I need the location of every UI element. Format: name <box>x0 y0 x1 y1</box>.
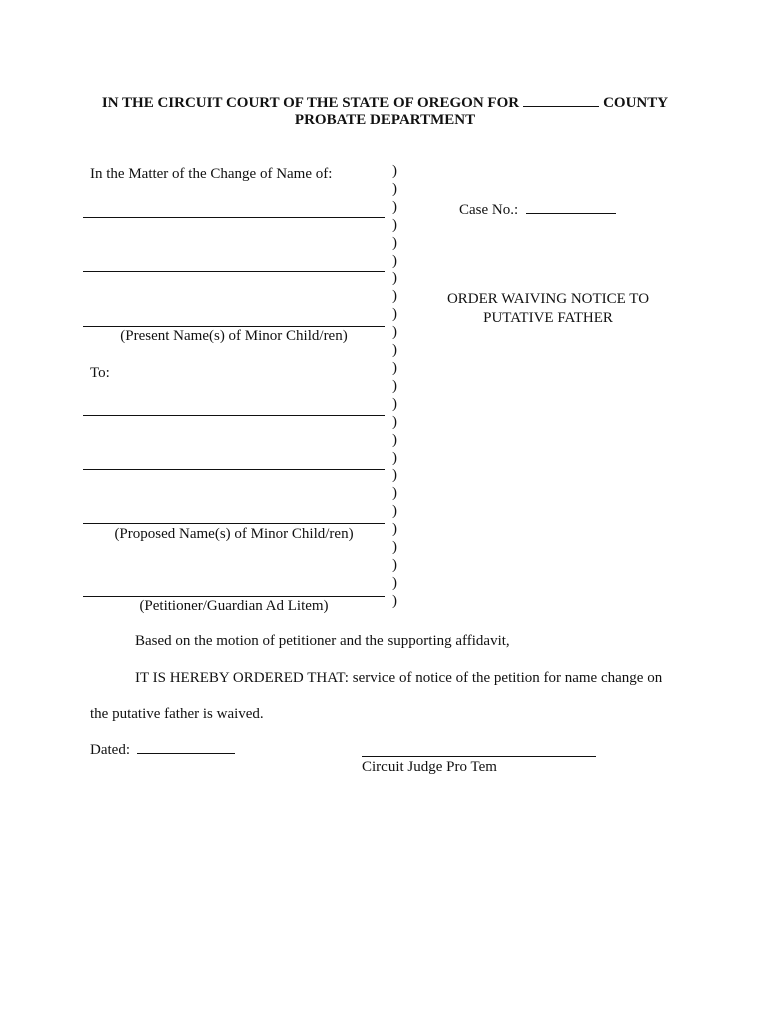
to-line-1[interactable] <box>83 415 385 416</box>
petitioner-label: (Petitioner/Guardian Ad Litem) <box>139 598 329 614</box>
judge-signature-line[interactable] <box>362 756 596 757</box>
caption-parenthesis: ) <box>392 449 397 466</box>
caption-parenthesis: ) <box>392 359 397 376</box>
caption-parenthesis: ) <box>392 163 397 179</box>
caption-parenthesis: ) <box>392 324 397 341</box>
caption-parenthesis: ) <box>392 180 397 197</box>
name-line-3[interactable] <box>83 326 385 327</box>
dated-label: Dated: <box>90 742 130 758</box>
caption-parenthesis: ) <box>392 431 397 448</box>
court-heading <box>0 94 770 112</box>
caption-parenthesis-column <box>392 163 397 611</box>
case-number <box>459 201 616 219</box>
body-paragraph-1: Based on the motion of petitioner and the supporting affidavit, <box>135 633 510 649</box>
caption-parenthesis: ) <box>392 395 397 412</box>
case-no-blank[interactable] <box>526 201 616 214</box>
dated-blank[interactable] <box>137 741 235 754</box>
caption-parenthesis: ) <box>392 306 397 323</box>
judge-label: Circuit Judge Pro Tem <box>362 759 497 775</box>
caption-parenthesis: ) <box>392 216 397 233</box>
to-label: To: <box>90 365 110 381</box>
caption-parenthesis: ) <box>392 539 397 556</box>
county-blank[interactable] <box>523 94 599 107</box>
caption-parenthesis: ) <box>392 288 397 305</box>
dated-field <box>90 741 235 759</box>
proposed-names-label: (Proposed Name(s) of Minor Child/ren) <box>114 526 354 542</box>
to-line-2[interactable] <box>83 469 385 470</box>
department-heading: PROBATE DEPARTMENT <box>294 112 476 128</box>
caption-parenthesis: ) <box>392 413 397 430</box>
caption-parenthesis: ) <box>392 252 397 269</box>
name-line-2[interactable] <box>83 271 385 272</box>
caption-parenthesis: ) <box>392 198 397 215</box>
order-title-line-2: PUTATIVE FATHER <box>483 310 613 326</box>
caption-parenthesis: ) <box>392 467 397 484</box>
caption-parenthesis: ) <box>392 485 397 502</box>
caption-parenthesis: ) <box>392 556 397 573</box>
case-no-label: Case No.: <box>459 202 519 218</box>
caption-parenthesis: ) <box>392 592 397 609</box>
caption-parenthesis: ) <box>392 342 397 359</box>
caption-parenthesis: ) <box>392 521 397 538</box>
caption-parenthesis: ) <box>392 503 397 520</box>
order-title-line-1: ORDER WAIVING NOTICE TO <box>446 291 650 307</box>
petitioner-line[interactable] <box>83 596 385 597</box>
court-heading-suffix: COUNTY <box>603 95 669 111</box>
caption-parenthesis: ) <box>392 574 397 591</box>
body-paragraph-2-line-2: the putative father is waived. <box>90 706 264 722</box>
caption-parenthesis: ) <box>392 377 397 394</box>
present-names-label: (Present Name(s) of Minor Child/ren) <box>120 328 348 344</box>
matter-label: In the Matter of the Change of Name of: <box>90 166 333 182</box>
caption-parenthesis: ) <box>392 270 397 287</box>
body-paragraph-2-line-1: IT IS HEREBY ORDERED THAT: service of notice of the petition for name change on <box>135 670 663 686</box>
to-line-3[interactable] <box>83 523 385 524</box>
name-line-1[interactable] <box>83 217 385 218</box>
caption-parenthesis: ) <box>392 234 397 251</box>
court-heading-prefix: IN THE CIRCUIT COURT OF THE STATE OF OREGON FOR <box>101 95 520 111</box>
